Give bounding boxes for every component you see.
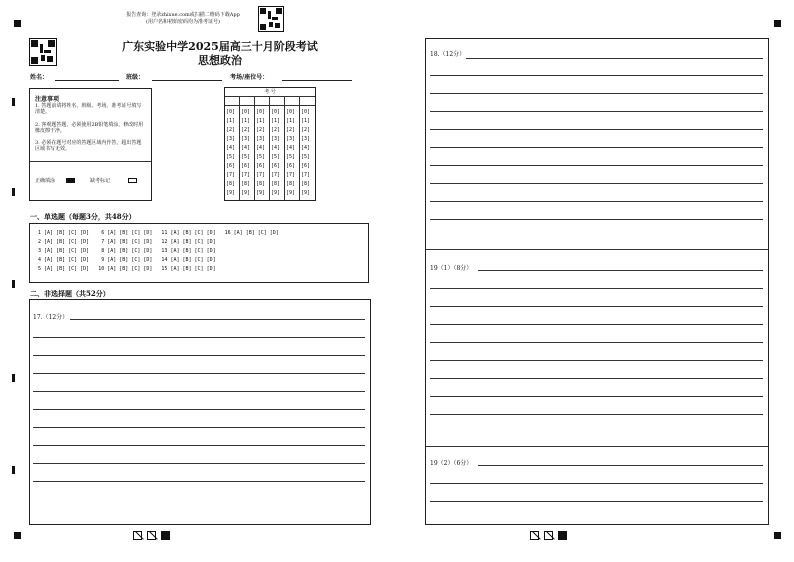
q17-label: 17.（12分） (33, 314, 69, 321)
exam-digit-bubble[interactable]: [5] (226, 154, 236, 160)
exam-digit-bubble[interactable]: [0] (286, 109, 296, 115)
answer-line[interactable] (430, 111, 763, 112)
exam-digit-bubble[interactable]: [6] (271, 163, 281, 169)
notice-item-2: 2. 客观题答题，必须使用2B铅笔填涂，修改时用橡皮擦干净。 (35, 122, 144, 134)
exam-digit-column[interactable] (301, 108, 310, 198)
exam-digit-bubble[interactable]: [7] (286, 172, 296, 178)
exam-digit-bubble[interactable]: [4] (286, 145, 296, 151)
answer-line[interactable] (430, 342, 763, 343)
notice-item-1: 1. 答题前请将姓名、班级、考场、准考证号填写清楚。 (35, 103, 142, 115)
exam-digit-bubble[interactable]: [2] (301, 127, 311, 133)
answer-line[interactable] (430, 396, 763, 397)
choice-answer-box (29, 223, 369, 283)
exam-digit-column[interactable] (271, 108, 280, 198)
answer-line[interactable] (430, 378, 763, 379)
exam-digit-bubble[interactable]: [8] (256, 181, 266, 187)
answer-line[interactable] (70, 319, 365, 320)
exam-title: 广东实验中学2025届高三十月阶段考试 (122, 40, 318, 53)
answer-line[interactable] (430, 483, 763, 484)
choice-row[interactable]: 5 [A] [B] [C] [D] 10 [A] [B] [C] [D] 15 [A] [B] [C] [D] (38, 266, 216, 272)
correct-fill-sample (66, 178, 75, 183)
exam-digit-bubble[interactable]: [4] (226, 145, 236, 151)
answer-line[interactable] (478, 270, 763, 271)
exam-digit-bubble[interactable]: [1] (301, 118, 311, 124)
exam-digit-bubble[interactable]: [0] (256, 109, 266, 115)
exam-digit-bubble[interactable]: [6] (301, 163, 311, 169)
exam-number-grid (224, 87, 316, 201)
notice-title: 注意事项 (35, 96, 60, 103)
absent-mark-box[interactable] (128, 178, 137, 183)
exam-digit-bubble[interactable]: [5] (256, 154, 266, 160)
timing-mark (12, 98, 15, 106)
page-mark (161, 531, 170, 540)
answer-line[interactable] (33, 427, 365, 428)
exam-digit-bubble[interactable]: [9] (226, 190, 236, 196)
exam-digit-bubble[interactable]: [4] (256, 145, 266, 151)
exam-digit-bubble[interactable]: [9] (256, 190, 266, 196)
timing-mark (12, 280, 15, 288)
exam-digit-bubble[interactable]: [1] (241, 118, 251, 124)
report-query-note: 报告查询：登录zhixue.com或扫描二维码下载App (126, 12, 240, 18)
answer-line[interactable] (430, 324, 763, 325)
exam-digit-bubble[interactable]: [6] (286, 163, 296, 169)
q19-1-label: 19（1）（8分） (430, 265, 473, 272)
exam-digit-bubble[interactable]: [9] (286, 190, 296, 196)
exam-digit-bubble[interactable]: [7] (256, 172, 266, 178)
exam-digit-bubble[interactable]: [3] (301, 136, 311, 142)
answer-line[interactable] (430, 93, 763, 94)
exam-digit-column[interactable] (286, 108, 295, 198)
timing-mark (12, 188, 15, 196)
answer-line[interactable] (430, 501, 763, 502)
exam-digit-bubble[interactable]: [5] (286, 154, 296, 160)
exam-digit-bubble[interactable]: [6] (226, 163, 236, 169)
q17-answer-box[interactable] (29, 299, 371, 525)
login-hint: (用户名和初始密码均为准考证号) (146, 19, 220, 25)
divider (239, 96, 240, 200)
exam-digit-bubble[interactable]: [2] (256, 127, 266, 133)
exam-digit-bubble[interactable]: [4] (271, 145, 281, 151)
exam-digit-bubble[interactable]: [4] (301, 145, 311, 151)
answer-line[interactable] (33, 355, 365, 356)
exam-digit-bubble[interactable]: [8] (241, 181, 251, 187)
page-mark (530, 531, 539, 540)
room-seat-field[interactable] (282, 80, 352, 81)
subject-title: 思想政治 (198, 54, 242, 67)
name-label: 姓名： (30, 74, 49, 81)
answer-line[interactable] (33, 445, 365, 446)
page-mark (544, 531, 553, 540)
exam-digit-column[interactable] (241, 108, 250, 198)
answer-line[interactable] (33, 463, 365, 464)
exam-digit-column[interactable] (256, 108, 265, 198)
answer-line[interactable] (430, 201, 763, 202)
class-label: 班级： (126, 74, 145, 81)
divider (30, 161, 151, 162)
answer-line[interactable] (430, 165, 763, 166)
exam-digit-bubble[interactable]: [3] (286, 136, 296, 142)
right-answer-area (425, 38, 769, 525)
q19-divider (426, 446, 768, 447)
answer-line[interactable] (430, 414, 763, 415)
exam-digit-bubble[interactable]: [9] (271, 190, 281, 196)
answer-line[interactable] (430, 288, 763, 289)
exam-digit-bubble[interactable]: [6] (256, 163, 266, 169)
notice-item-3: 3. 必须在题号对应的答题区域内作答，超出答题区域书写无效。 (35, 140, 142, 152)
registration-mark (14, 20, 21, 27)
exam-digit-bubble[interactable]: [1] (256, 118, 266, 124)
page-mark (558, 531, 567, 540)
exam-digit-bubble[interactable]: [3] (271, 136, 281, 142)
exam-digit-bubble[interactable]: [1] (271, 118, 281, 124)
answer-line[interactable] (33, 337, 365, 338)
exam-digit-bubble[interactable]: [0] (301, 109, 311, 115)
exam-digit-bubble[interactable]: [5] (241, 154, 251, 160)
answer-line[interactable] (430, 129, 763, 130)
absent-mark-label: 缺考标记 (90, 178, 111, 184)
q18-q19-divider (426, 249, 768, 250)
exam-digit-bubble[interactable]: [4] (241, 145, 251, 151)
exam-digit-bubble[interactable]: [3] (241, 136, 251, 142)
choice-row[interactable]: 4 [A] [B] [C] [D] 9 [A] [B] [C] [D] 14 [A] [B] [C] [D] (38, 257, 216, 263)
exam-digit-bubble[interactable]: [3] (256, 136, 266, 142)
divider (254, 96, 255, 200)
answer-line[interactable] (430, 219, 763, 220)
exam-digit-bubble[interactable]: [2] (286, 127, 296, 133)
page-mark (133, 531, 142, 540)
exam-digit-bubble[interactable]: [7] (301, 172, 311, 178)
exam-digit-bubble[interactable]: [5] (271, 154, 281, 160)
exam-digit-bubble[interactable]: [0] (241, 109, 251, 115)
answer-line[interactable] (430, 75, 763, 76)
exam-digit-column[interactable] (226, 108, 235, 198)
answer-line[interactable] (33, 391, 365, 392)
exam-digit-bubble[interactable]: [9] (241, 190, 251, 196)
divider (269, 96, 270, 200)
timing-mark (12, 466, 15, 474)
answer-line[interactable] (430, 147, 763, 148)
q19-2-label: 19（2）（6分） (430, 460, 473, 467)
paper-qr-code (29, 38, 57, 66)
answer-line[interactable] (466, 58, 763, 59)
room-seat-label: 考场/座位号： (230, 74, 269, 81)
exam-digit-bubble[interactable]: [7] (271, 172, 281, 178)
answer-line[interactable] (33, 481, 365, 482)
exam-digit-bubble[interactable]: [7] (241, 172, 251, 178)
exam-digit-bubble[interactable]: [3] (226, 136, 236, 142)
exam-digit-bubble[interactable]: [8] (286, 181, 296, 187)
answer-line[interactable] (430, 306, 763, 307)
divider (284, 96, 285, 200)
exam-digit-bubble[interactable]: [9] (301, 190, 311, 196)
q18-label: 18.（12分） (430, 51, 466, 58)
choice-row[interactable]: 3 [A] [B] [C] [D] 8 [A] [B] [C] [D] 13 [A] [B] [C] [D] (38, 248, 216, 254)
timing-mark (12, 374, 15, 382)
notice-box (29, 88, 152, 201)
class-field[interactable] (152, 80, 222, 81)
divider (299, 96, 300, 200)
answer-line[interactable] (33, 409, 365, 410)
page-mark (147, 531, 156, 540)
answer-line[interactable] (478, 465, 763, 466)
exam-digit-bubble[interactable]: [5] (301, 154, 311, 160)
exam-digit-bubble[interactable]: [8] (226, 181, 236, 187)
exam-number-header: 考 号 (264, 89, 276, 95)
registration-mark (14, 532, 21, 539)
exam-digit-bubble[interactable]: [7] (226, 172, 236, 178)
answer-line[interactable] (430, 183, 763, 184)
exam-digit-bubble[interactable]: [0] (271, 109, 281, 115)
exam-digit-bubble[interactable]: [1] (226, 118, 236, 124)
exam-digit-bubble[interactable]: [2] (241, 127, 251, 133)
exam-digit-bubble[interactable]: [2] (226, 127, 236, 133)
answer-line[interactable] (430, 360, 763, 361)
exam-digit-bubble[interactable]: [6] (241, 163, 251, 169)
choice-row[interactable]: 1 [A] [B] [C] [D] 6 [A] [B] [C] [D] 11 [A] [B] [C] [D] 16 [A] [B] [C] [D] (38, 230, 279, 236)
exam-digit-bubble[interactable]: [8] (271, 181, 281, 187)
registration-mark (774, 532, 781, 539)
exam-digit-bubble[interactable]: [2] (271, 127, 281, 133)
section-2-title: 二、非选择题（共52分） (30, 289, 110, 298)
choice-row[interactable]: 2 [A] [B] [C] [D] 7 [A] [B] [C] [D] 12 [A] [B] [C] [D] (38, 239, 216, 245)
exam-digit-bubble[interactable]: [0] (226, 109, 236, 115)
exam-digit-bubble[interactable]: [8] (301, 181, 311, 187)
app-qr-code[interactable] (258, 6, 284, 32)
exam-digit-bubble[interactable]: [1] (286, 118, 296, 124)
correct-fill-label: 正确填涂 (35, 178, 56, 184)
section-1-title: 一、单选题（每题3分，共48分） (30, 212, 136, 221)
answer-line[interactable] (33, 373, 365, 374)
name-field[interactable] (55, 80, 119, 81)
registration-mark (774, 20, 781, 27)
